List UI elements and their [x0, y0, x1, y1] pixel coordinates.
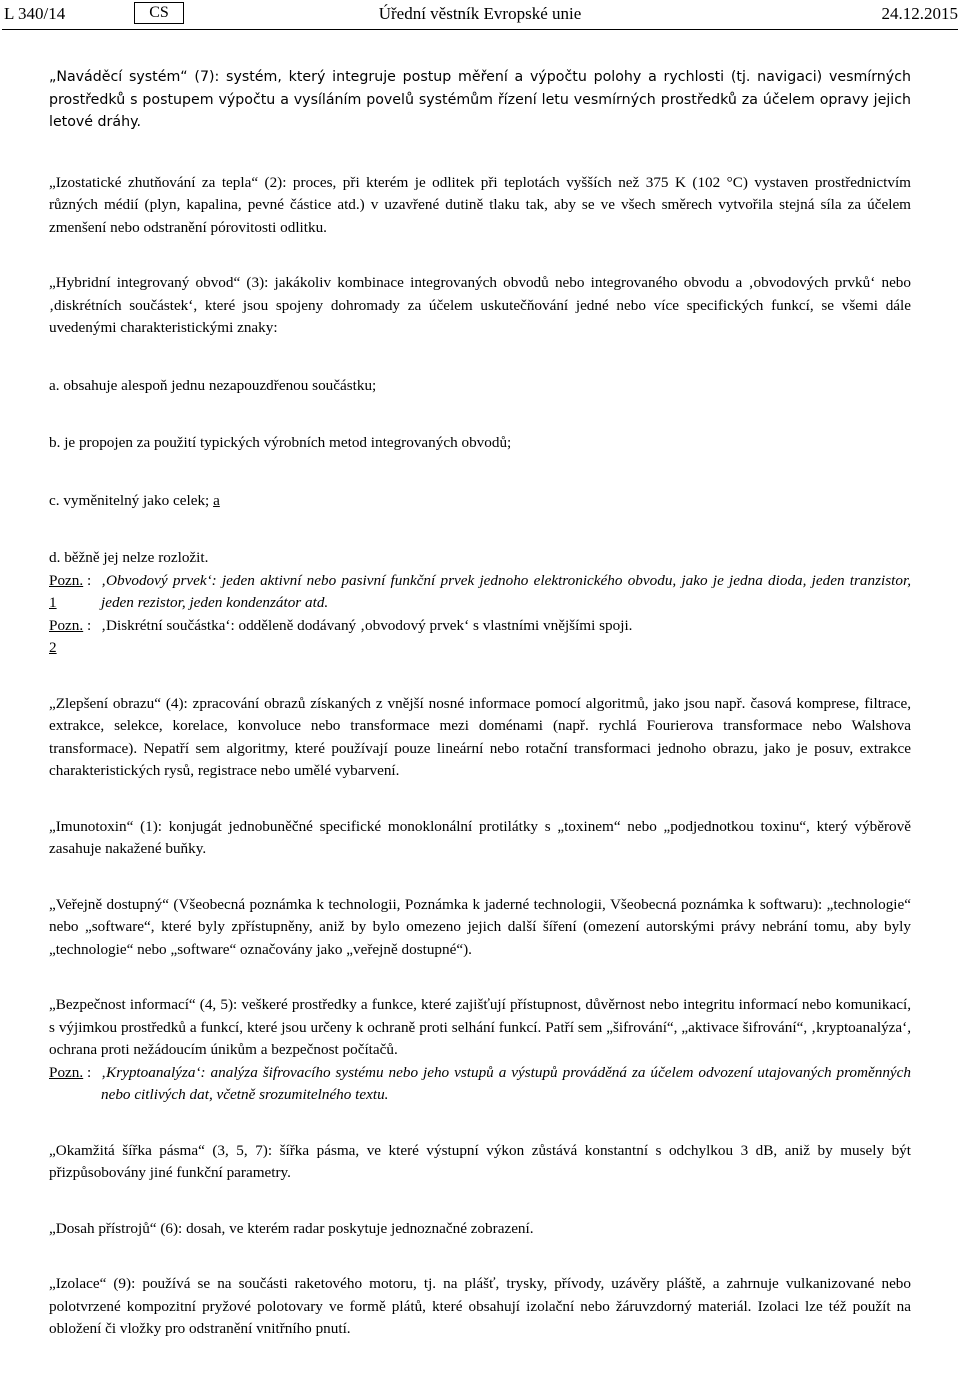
note-1-label: Pozn. 1 — [49, 571, 84, 611]
definition-hybrid-integrated-circuit: „Hybridní integrovaný obvod“ (3): jakákoliv kombinace integrovaných obvodů nebo integrovaného obvodu a ‚obvodových prvků‘ nebo ‚diskrétních součástek‘, které jsou spojeny dohromady za účelem uskutečňování jedné nebo více specifických funkcí, se všemi dále uvedenými charakteristickými znaky: — [49, 274, 911, 336]
header-rule — [2, 29, 958, 30]
definition-guidance-system: „Naváděcí systém“ (7): systém, který integruje postup měření a výpočtu polohy a rychlosti (tj. navigaci) vesmírných prostředků s postupem výpočtu a vysíláním povelů systémům řízení letu vesmírných prostředků za účelem opravy jejich letové dráhy. — [49, 69, 911, 130]
list-item-a: a. obsahuje alespoň jednu nezapouzdřenou součástku; — [49, 376, 377, 394]
definition-image-enhancement: „Zlepšení obrazu“ (4): zpracování obrazů získaných z vnější nosné informace pomocí algoritmů, jako jsou např. časová komprese, filtrace, extrakce, selekce, korelace, konvoluce nebo transformace mezi doménami (např. rychlá Fourierova transformace nebo Walshova transformace). Nepatří sem algoritmy, které používají pouze lineární nebo rotační transformaci jednoho obrazu, jako je posuv, extrakce charakteristických rysů, registrace nebo umělé vybarvení. — [49, 694, 911, 779]
definition-in-the-public-domain: „Veřejně dostupný“ (Všeobecná poznámka k technologii, Poznámka k jaderné technologii, Všeobecná poznámka k softwaru): „technologie“ nebo „software“, které byly zpřístupněny, aniž by bylo omezeno jejich další šíření (omezení autorskými právy nebrání tomu, aby byly „technologie“ nebo „software“ označovány jako „veřejně dostupné“). — [49, 895, 911, 958]
list-item-c-text: c. vyměnitelný jako celek; — [49, 491, 214, 509]
note-2-colon: : — [87, 616, 92, 634]
definition-insulation: „Izolace“ (9): používá se na součásti raketového motoru, tj. na plášť, trysky, přívody, uzávěry pláště, a zahrnuje vulkanizované nebo polotvrzené kompozitní pryžové polotovary ve formě plátů, které obsahují izolační nebo žáruvzdorný materiál. Izolaci lze též použít na obložení či vložky pro odstranění vnitřního pnutí. — [49, 1275, 911, 1337]
definition-instrumented-range: „Dosah přístrojů“ (6): dosah, ve kterém radar poskytuje jednoznačné zobrazení. — [49, 1219, 534, 1237]
definition-information-security: „Bezpečnost informací“ (4, 5): veškeré prostředky a funkce, které zajišťují přístupnost, důvěrnost nebo integritu informací nebo komunikací, s výjimkou prostředků a funkcí, které jsou určeny k ochraně proti selhání funkcí. Patří sem „šifrování“, „aktivace šifrování“, ‚kryptoanalýza‘, ochrana proti nežádoucím únikům a bezpečnost počítačů. — [49, 996, 911, 1058]
definition-instantaneous-bandwidth: „Okamžitá šířka pásma“ (3, 5, 7): šířka pásma, ve které výstupní výkon zůstává konstantní s odchylkou 3 dB, aniž by musely být přizpůsobovány jiné funkční parametry. — [49, 1141, 911, 1181]
list-item-b: b. je propojen za použití typických výrobních metod integrovaných obvodů; — [49, 434, 512, 451]
note-3-colon: : — [87, 1063, 92, 1081]
note-2 — [49, 615, 911, 660]
note-3-label: Pozn. — [49, 1063, 84, 1081]
journal-title: Úřední věstník Evropské unie — [378, 4, 582, 23]
note-2-label: Pozn. 2 — [49, 616, 84, 656]
document-body — [49, 66, 911, 1341]
language-badge: CS — [134, 2, 184, 24]
note-3-text: ‚Kryptoanalýza‘: analýza šifrovacího systému nebo jeho vstupů a výstupů prováděná za účelem odvození utajovaných proměnných nebo citlivých dat, včetně srozumitelného textu. — [101, 1063, 911, 1103]
definition-immunotoxin: „Imunotoxin“ (1): konjugát jednobuněčné specifické monoklonální protilátky s „toxinem“ nebo „podjednotkou toxinu“, který výběrově zasahuje nakažené buňky. — [49, 817, 911, 857]
list-item-d: d. běžně jej nelze rozložit. — [49, 549, 209, 566]
note-1 — [49, 570, 911, 615]
note-1-colon: : — [87, 571, 92, 589]
journal-header — [0, 0, 960, 32]
list-item-c-conjunction: a — [213, 491, 220, 509]
note-cryptanalysis — [49, 1062, 911, 1107]
definition-hot-isostatic-pressing: „Izostatické zhutňování za tepla“ (2): proces, při kterém je odlitek při teplotách vyšších než 375 K (102 °C) vystaven prostřednictvím různých médií (plyn, kapalina, pevné částice atd.) v uzavřené dutině tlaku tak, aby se ve všech směrech vytvořila stejná síla za účelem zmenšení nebo odstranění pórovitosti odlitku. — [49, 173, 911, 236]
note-2-text: ‚Diskrétní součástka‘: odděleně dodávaný ‚obvodový prvek‘ s vlastními vnějšími spoji. — [101, 616, 633, 634]
note-1-text: ‚Obvodový prvek‘: jeden aktivní nebo pasivní funkční prvek jednoho elektronického obvodu, jako je jedna dioda, jeden tranzistor, jeden rezistor, jeden kondenzátor atd. — [101, 571, 911, 611]
page-reference: L 340/14 — [4, 4, 66, 23]
list-item-c — [49, 490, 911, 513]
publication-date: 24.12.2015 — [881, 4, 958, 23]
